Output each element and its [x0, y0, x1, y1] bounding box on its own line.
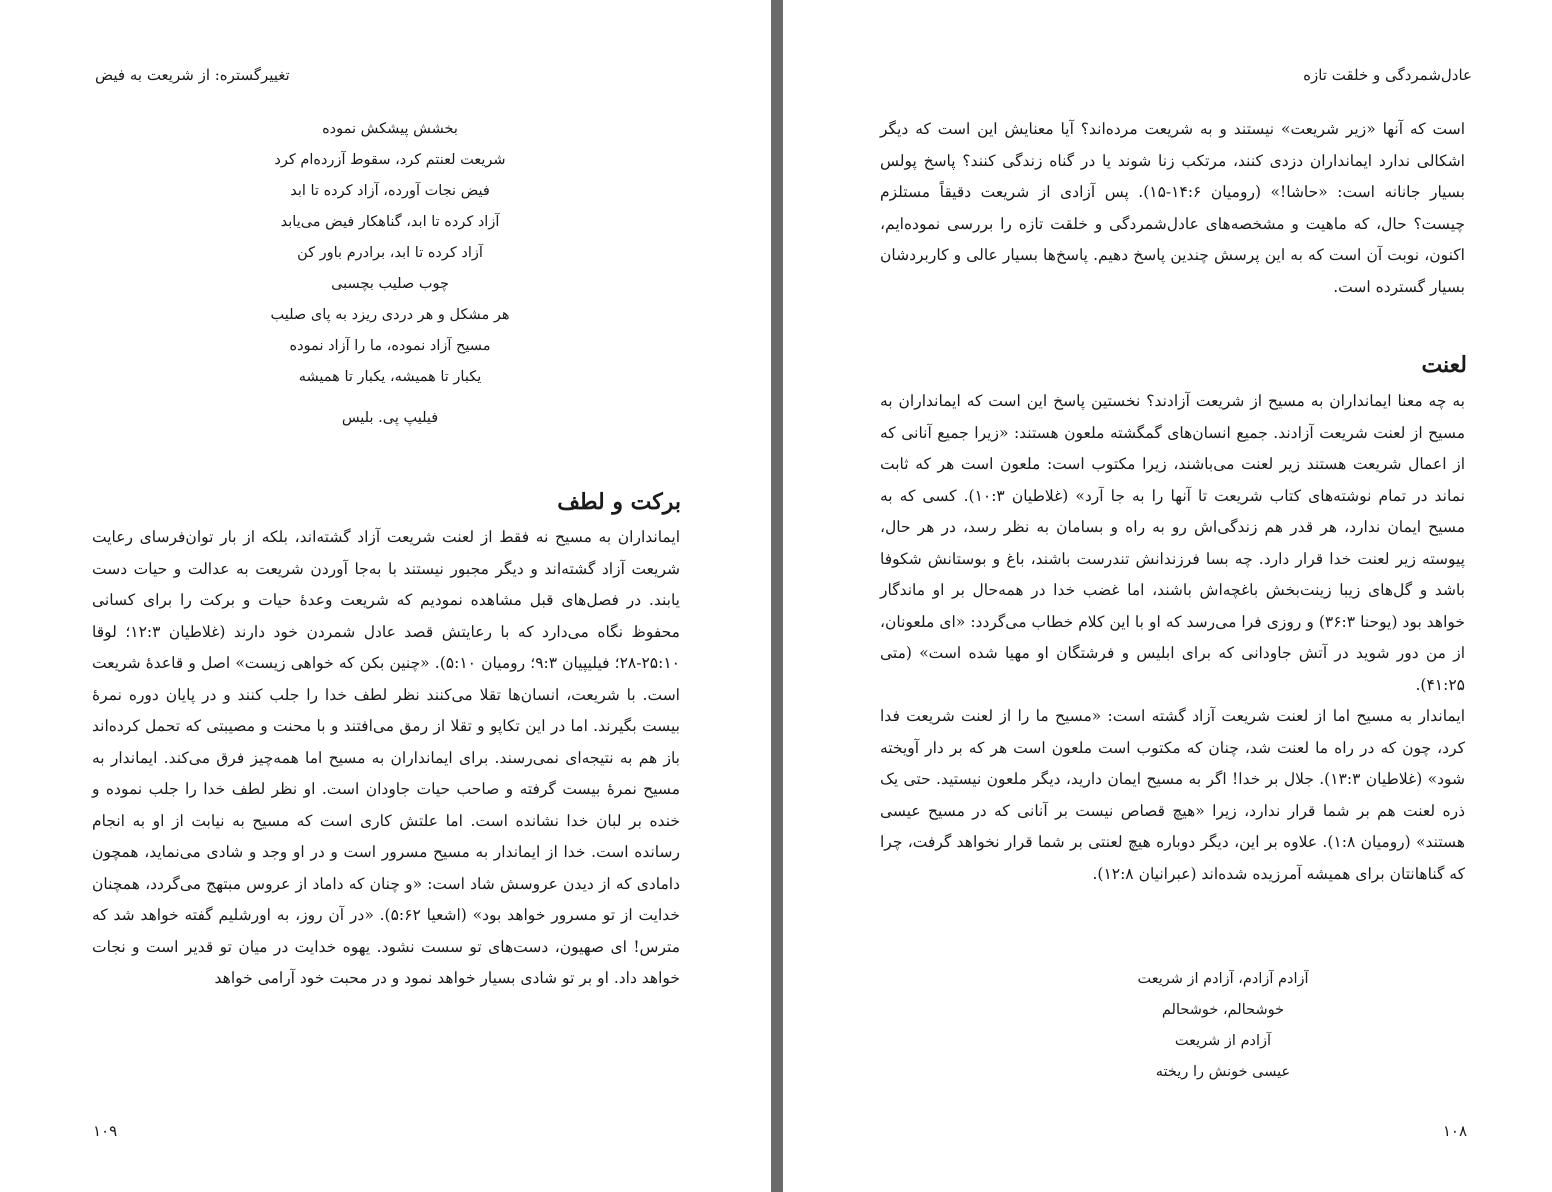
running-head: عادل‌شمردگی و خلقت تازه	[1303, 66, 1472, 84]
paragraph: ایماندار به مسیح اما از لعنت شریعت آزاد گشته است: «مسیح ما را از لعنت شریعت فدا کرد، چون که در راه ما لعنت شد، چنان که مکتوب است ملعون است هر که بر دار آویخته شود» (غلاطیان ۱۳:۳). جلال بر خدا! اگر به مسیح ایمان دارید، دیگر ملعون نیستید. حتی یک ذره لعنت هم بر شما قرار ندارد، زیرا «هیچ قصاص نیست بر آنانی که در مسیح عیسی هستند» (رومیان ۱:۸). علاوه بر این، دیگر دوباره هیچ لعنتی بر شما قرار نخواهد گرفت، چرا که گناهانتان برای همیشه آمرزیده شده‌اند (عبرانیان ۱۲:۸).	[880, 707, 1466, 883]
right-page	[783, 0, 1552, 1192]
section-heading: لعنت	[1421, 352, 1467, 378]
book-spine	[771, 0, 783, 1192]
poem	[240, 114, 540, 434]
paragraph: به چه معنا ایمانداران به مسیح از شریعت آزادند؟ نخستین پاسخ این است که ایمانداران به مسیح از لعنت شریعت آزادند. جمیع انسان‌های گمگشته ملعون هستند: «زیرا جمیع آنانی که از اعمال شریعت هستند زیر لعنت می‌باشند، زیرا مکتوب است: ملعون است هر که ثابت نماند در تمام نوشته‌های کتاب شریعت تا آنها را به جا آرد» (غلاطیان ۱۰:۳). کسی که به مسیح ایمان ندارد، هر قدر هم زندگی‌اش رو به راه و بسامان به نظر رسد، در هر حال، پیوسته زیر لعنت خدا قرار دارد. چه بسا فرزندانش تندرست باشند، باغ و بوستانش شکوفا باشد و گل‌های زیبا زینت‌بخش باغچه‌اش باشند، اما غضب خدا در همه‌حال بر او ماندگار خواهد بود (یوحنا ۳۶:۳) و روزی فرا می‌رسد که او با این کلام خطاب می‌گردد: «ای ملعونان، از من دور شوید در آتش جاودانی که برای ابلیس و فرشتگان او مهیا شده است» (متی ۴۱:۲۵).	[880, 392, 1465, 694]
poem-line: بخشش پیشکش نموده	[322, 121, 458, 137]
poem-line: هر مشکل و هر دردی ریزد به پای صلیب	[270, 307, 510, 323]
page-number: ۱۰۹	[93, 1122, 118, 1140]
poem-line: آزادم از شریعت	[1174, 1033, 1272, 1049]
poem-attribution: فیلیپ پی. بلیس	[341, 410, 439, 426]
page-number: ۱۰۸	[1442, 1122, 1467, 1140]
poem-line: چوب صلیب بچسبی	[331, 276, 449, 292]
section-heading: برکت و لطف	[557, 489, 681, 515]
left-page	[0, 0, 771, 1192]
poem-line: فیض نجات آورده، آزاد کرده تا ابد	[290, 183, 490, 199]
poem-line: یکبار تا همیشه، یکبار تا همیشه	[298, 369, 482, 385]
body-text	[92, 522, 680, 995]
poem-line: خوشحالم، خوشحالم	[1161, 1002, 1285, 1018]
paragraph: است که آنها «زیر شریعت» نیستند و به شریعت مرده‌اند؟ آیا معنایش این است که دیگر اشکالی ندارد ایمانداران دزدی کنند، مرتکب زنا شوند یا در گناه زندگی کنند؟ پاسخ پولس بسیار جانانه است: «حاشا!» (رومیان ۱۴:۶-۱۵). پس آزادی از شریعت دقیقاً مستلزم چیست؟ حال، که ماهیت و مشخصه‌های عادل‌شمردگی و خلقت تازه را بررسی نموده‌ایم، اکنون، نوبت آن است که به این پرسش چندین پاسخ دهیم. پاسخ‌ها بسیار عالی و کاربردشان بسیار گسترده است.	[880, 120, 1465, 296]
poem-line: آزاد کرده تا ابد، گناهکار فیض می‌یابد	[280, 214, 500, 230]
poem-line: مسیح آزاد نموده، ما را آزاد نموده	[289, 338, 491, 354]
poem-line: شریعت لعنتم کرد، سقوط آزرده‌ام کرد	[274, 152, 506, 168]
poem-line: آزادم آزادم، آزادم از شریعت	[1137, 971, 1309, 987]
paragraph: ایمانداران به مسیح نه فقط از لعنت شریعت آزاد گشته‌اند، بلکه از بار توان‌فرسای رعایت شریعت آزاد گشته‌اند و دیگر مجبور نیستند با به‌جا آوردن شریعت به عدالت و حیات دست یابند. در فصل‌های قبل مشاهده نمودیم که شریعت وعدهٔ حیات و برکت را برای کسانی محفوظ نگاه می‌دارد که با رعایتش قصد عادل شمردن خود دارند (غلاطیان ۱۲:۳؛ لوقا ۲۵:۱۰-۲۸؛ فیلیپیان ۹:۳؛ رومیان ۵:۱۰). «چنین بکن که خواهی زیست» اصل و قاعدهٔ شریعت است. با شریعت، انسان‌ها تقلا می‌کنند نظر لطف خدا را جلب کنند و در پایان دوره نمرهٔ بیست بگیرند. اما در این تکاپو و تقلا از رمق می‌افتند و با محنت و مصیبتی که تحمل کرده‌اند باز هم به نتیجه‌ای نمی‌رسند. برای ایمانداران به مسیح اما همه‌چیز فرق می‌کند. ایماندار به مسیح نمرهٔ بیست گرفته و صاحب حیات جاودان است. او نظر لطف خدا را جلب نموده و خنده بر لبان خدا نشانده است. اما علتش کاری است که مسیح به نیابت از او به انجام رسانده است. خدا از ایماندار به مسیح مسرور است و در او وجد و شادی می‌نماید، همچون دامادی که از دیدن عروسش شاد است: «و چنان که داماد از عروس مبتهج می‌گردد، همچنان خدایت از تو مسرور خواهد بود» (اشعیا ۵:۶۲). «در آن روز، به اورشلیم گفته خواهد شد که مترس! ای صهیون، دست‌های تو سست نشود. یهوه خدایت در میان تو قدیر است و نجات خواهد داد. او بر تو شادی بسیار خواهد نمود و در محبت خود آرامی خواهد	[92, 528, 681, 987]
body-text-intro	[880, 114, 1465, 303]
poem-line: عیسی خونش را ریخته	[1155, 1064, 1291, 1080]
body-text	[880, 386, 1465, 890]
poem	[1053, 964, 1393, 1088]
poem-line: آزاد کرده تا ابد، برادرم باور کن	[297, 245, 483, 261]
running-head: تغییرگستره: از شریعت به فیض	[95, 66, 290, 84]
